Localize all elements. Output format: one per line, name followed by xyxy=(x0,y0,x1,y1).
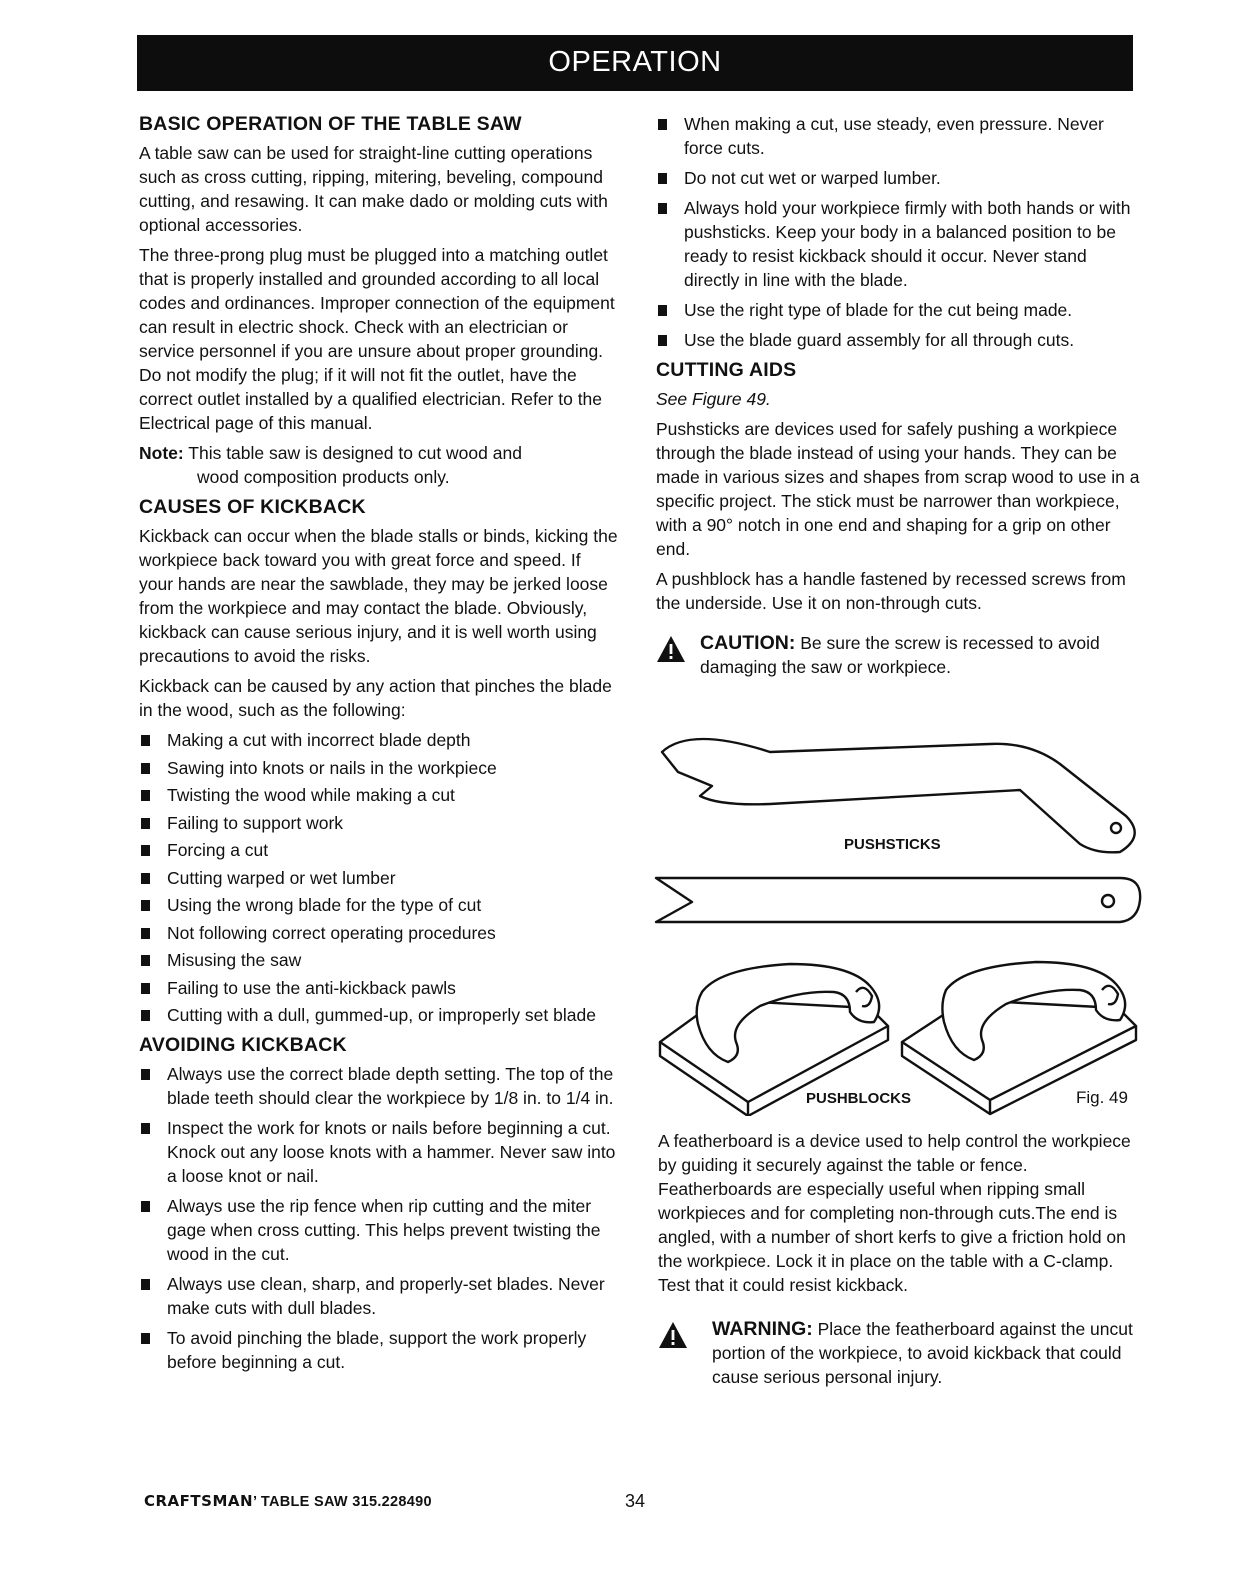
list-item: Misusing the saw xyxy=(139,948,619,972)
warning-notice xyxy=(658,1317,1143,1389)
list-item: To avoid pinching the blade, support the work properly before beginning a cut. xyxy=(139,1326,619,1374)
list-item: Using the wrong blade for the type of cut xyxy=(139,893,619,917)
figure-reference: See Figure 49. xyxy=(656,389,771,409)
figure-49 xyxy=(650,724,1144,1116)
section-title: OPERATION xyxy=(548,46,722,78)
pushsticks-pushblocks-illustration xyxy=(650,724,1144,1116)
featherboard-paragraph: A featherboard is a device used to help control the workpiece by guiding it securely against the table or fence. Featherboards are especially useful when ripping small workpieces and for completing non-through cuts.The end is angled, with a number of short kerfs to give a friction hold on the workpiece. Lock it in place on the table with a C-clamp. Test that it could resist kickback. xyxy=(658,1131,1131,1295)
caution-label: CAUTION: xyxy=(700,632,796,654)
list-item: Failing to support work xyxy=(139,811,619,835)
list-item: Cutting with a dull, gummed-up, or improperly set blade xyxy=(139,1003,619,1027)
brand-logo: CRAFTSMAN xyxy=(144,1492,254,1510)
left-column xyxy=(139,112,619,1380)
cutting-aids-heading: CUTTING AIDS xyxy=(656,359,797,381)
list-item: Always hold your workpiece firmly with both hands or with pushsticks. Keep your body in a balanced position to be ready to resist kickback should it occur. Never stand directly in line with the blade. xyxy=(656,196,1141,292)
list-item: Always use the rip fence when rip cutting and the miter gage when cross cutting. This helps prevent twisting the wood in the cut. xyxy=(139,1194,619,1266)
footer-brand: CRAFTSMAN’ TABLE SAW 315.228490 xyxy=(144,1492,432,1510)
list-item: Not following correct operating procedures xyxy=(139,921,619,945)
list-item: Inspect the work for knots or nails before beginning a cut. Knock out any loose knots with a hammer. Never saw into a loose knot or nail. xyxy=(139,1116,619,1188)
avoiding-list xyxy=(139,1062,619,1374)
page-number: 34 xyxy=(625,1491,646,1511)
pushblocks-label: PUSHBLOCKS xyxy=(806,1090,912,1107)
warning-triangle-icon xyxy=(658,1321,688,1349)
warning-triangle-icon xyxy=(656,635,686,663)
pushsticks-label: PUSHSTICKS xyxy=(844,836,941,853)
straight-pushstick-shape xyxy=(656,878,1140,922)
note-text: This table saw is designed to cut wood and xyxy=(188,443,522,463)
list-item: Use the blade guard assembly for all through cuts. xyxy=(656,328,1141,352)
caution-text: Be sure the screw is recessed to avoid damaging the saw or workpiece. xyxy=(700,633,1100,677)
list-item: Use the right type of blade for the cut being made. xyxy=(656,298,1141,322)
warning-text: Place the featherboard against the uncut portion of the workpiece, to avoid kickback that could cause serious personal injury. xyxy=(712,1319,1133,1387)
list-item: Making a cut with incorrect blade depth xyxy=(139,728,619,752)
list-item: Always use the correct blade depth setting. The top of the blade teeth should clear the workpiece by 1/8 in. to 1/4 in. xyxy=(139,1062,619,1110)
warning-label: WARNING: xyxy=(712,1318,813,1340)
model-text: TABLE SAW 315.228490 xyxy=(260,1494,432,1510)
causes-paragraph-1: Kickback can occur when the blade stalls or binds, kicking the workpiece back toward you with great force and speed. If your hands are near the sawblade, they may be jerked loose from the workpiece and may contact the blade. Obviously, kickback can cause serious injury, and it is well worth using precautions to avoid the risks. xyxy=(139,526,618,666)
basic-operation-heading: BASIC OPERATION OF THE TABLE SAW xyxy=(139,113,522,135)
list-item: Cutting warped or wet lumber xyxy=(139,866,619,890)
list-item: Twisting the wood while making a cut xyxy=(139,783,619,807)
note-text-continued: wood composition products only. xyxy=(197,467,450,487)
basic-operation-paragraph-1: A table saw can be used for straight-line cutting operations such as cross cutting, ripping, mitering, beveling, compound cutting, and resawing. It can make dado or molding cuts with optional accessories. xyxy=(139,143,608,235)
hang-hole-icon xyxy=(1102,895,1114,907)
section-header xyxy=(137,35,1133,91)
list-item: Do not cut wet or warped lumber. xyxy=(656,166,1141,190)
right-column xyxy=(656,112,1141,679)
note-label: Note: xyxy=(139,443,184,463)
cutting-aids-paragraph-2: A pushblock has a handle fastened by recessed screws from the underside. Use it on non-through cuts. xyxy=(656,569,1126,613)
cutting-aids-paragraph-1: Pushsticks are devices used for safely pushing a workpiece through the blade instead of using your hands. They can be made in various sizes and shapes from scrap wood to use in a specific project. The stick must be narrower than workpiece, with a 90° notch in one end and shaping for a grip on other end. xyxy=(656,419,1140,559)
figure-number: Fig. 49 xyxy=(1076,1088,1128,1107)
causes-list xyxy=(139,728,619,1027)
list-item: Always use clean, sharp, and properly-set blades. Never make cuts with dull blades. xyxy=(139,1272,619,1320)
causes-heading: CAUSES OF KICKBACK xyxy=(139,496,366,518)
list-item: Forcing a cut xyxy=(139,838,619,862)
featherboard-section xyxy=(658,1129,1143,1389)
safety-list xyxy=(656,112,1141,352)
basic-operation-paragraph-2: The three-prong plug must be plugged into a matching outlet that is properly installed and grounded according to all local codes and ordinances. Improper connection of the equipment can result in electric shock. Check with an electrician or service personnel if you are unsure about proper grounding. Do not modify the plug; if it will not fit the outlet, have the correct outlet installed by a qualified electrician. Refer to the Electrical page of this manual. xyxy=(139,245,615,433)
list-item: When making a cut, use steady, even pressure. Never force cuts. xyxy=(656,112,1141,160)
avoiding-heading: AVOIDING KICKBACK xyxy=(139,1034,347,1056)
note xyxy=(139,441,619,489)
list-item: Failing to use the anti-kickback pawls xyxy=(139,976,619,1000)
list-item: Sawing into knots or nails in the workpiece xyxy=(139,756,619,780)
caution-notice xyxy=(656,631,1141,679)
causes-paragraph-2: Kickback can be caused by any action that pinches the blade in the wood, such as the following: xyxy=(139,676,612,720)
hang-hole-icon xyxy=(1111,823,1121,833)
